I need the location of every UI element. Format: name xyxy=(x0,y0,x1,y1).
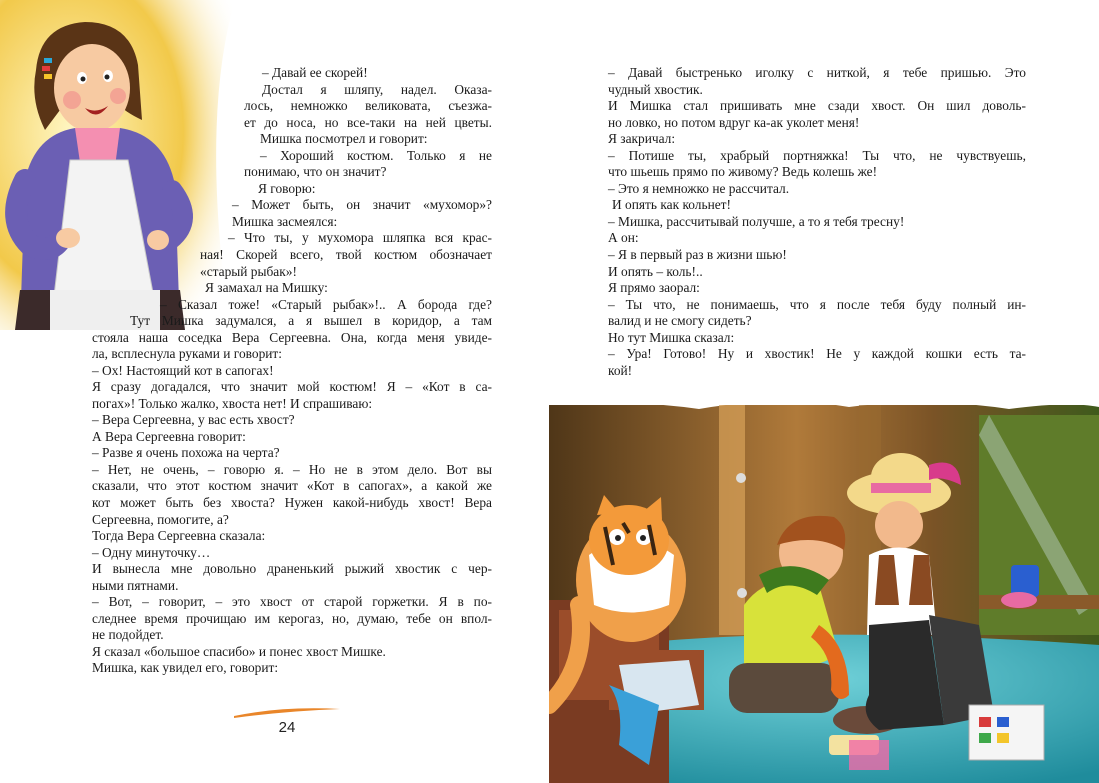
text-line: Достал я шляпу, надел. Оказа- xyxy=(262,81,492,97)
text-line: – Что ты, у мухомора шляпка вся крас- xyxy=(228,230,492,246)
text-line: Но тут Мишка сказал: xyxy=(608,329,735,345)
text-line: И Мишка стал пришивать мне сзади хвост. Он шил доволь- xyxy=(608,98,1026,114)
text-line: И вынесла мне довольно драненький рыжий хвостик с чер- xyxy=(92,561,492,577)
text-line: Мишка засмеялся: xyxy=(232,213,338,229)
text-line: Я говорю: xyxy=(258,180,316,196)
text-line: лось, немножко великовата, съезжа- xyxy=(244,98,492,114)
text-line: Я замахал на Мишку: xyxy=(205,280,328,296)
text-line: – Одну минуточку… xyxy=(92,544,211,560)
text-line: – Ох! Настоящий кот в сапогах! xyxy=(92,362,274,378)
text-line: И опять – коль!.. xyxy=(608,263,703,279)
text-line: ет до носа, но все-таки на ней цветы. xyxy=(244,114,492,130)
text-line: не подойдет. xyxy=(92,627,164,643)
right-text xyxy=(608,65,1026,379)
text-line: кот может быть без хвоста? Нужен какой-нибудь хвост! Вера xyxy=(92,495,492,511)
text-line: валид и не смогу сидеть? xyxy=(608,313,752,329)
text-line: Мишка посмотрел и говорит: xyxy=(260,131,428,147)
text-line: – Может быть, он значит «мухомор»? xyxy=(232,197,492,213)
text-line: Мишка, как увидел его, говорит: xyxy=(92,660,279,676)
text-line: Тогда Вера Сергеевна сказала: xyxy=(92,528,266,544)
text-line: Я прямо заорал: xyxy=(608,280,700,296)
text-line: Я сразу догадался, что значит мой костюм! Я – «Кот в са- xyxy=(92,379,492,395)
text-line: стояла наша соседка Вера Сергеевна. Она, когда меня увиде- xyxy=(92,329,492,345)
text-line: что шьешь прямо по живому? Ведь колешь же! xyxy=(608,164,878,180)
text-line: ными пятнами. xyxy=(92,577,179,593)
text-line: – Потише ты, храбрый портняжка! Ты что, не чувствуешь, xyxy=(608,147,1026,163)
left-text-lower xyxy=(92,313,492,677)
text-line: – Сказал тоже! «Старый рыбак»!.. А борода где? xyxy=(160,296,492,312)
text-line: – Ты что, не понимаешь, что я после тебя буду полный ин- xyxy=(608,296,1026,312)
text-line: понимаю, что он значит? xyxy=(244,164,387,180)
text-line: – Я в первый раз в жизни шью! xyxy=(608,247,787,263)
text-line: следнее время прочищаю им керогаз, но, думаю, тебе он впол- xyxy=(92,610,492,626)
text-line: ная! Скорей всего, твой костюм обозначает xyxy=(200,247,492,263)
text-line: Я закричал: xyxy=(608,131,676,147)
text-line: но ловко, но потом вдруг ка-ак уколет меня! xyxy=(608,114,860,130)
text-line: Я сказал «большое спасибо» и понес хвост Мишке. xyxy=(92,643,386,659)
text-line: – Нет, не очень, – говорю я. – Но не в этом дело. Вот вы xyxy=(92,461,492,477)
sewing-scene-illustration xyxy=(549,405,1099,783)
left-text-upper xyxy=(160,65,492,313)
text-line: Тут Мишка задумался, а я вышел в коридор, а там xyxy=(130,313,492,328)
text-line: ла, всплеснула руками и говорит: xyxy=(92,346,282,362)
text-line: погах»! Только жалко, хвоста нет! И спрашиваю: xyxy=(92,395,373,411)
text-line: – Это я немножко не рассчитал. xyxy=(608,180,790,196)
text-line: – Хороший костюм. Только я не xyxy=(260,147,492,163)
text-line: кой! xyxy=(608,362,633,378)
text-line: «старый рыбак»! xyxy=(200,263,297,279)
text-line: чудный хвостик. xyxy=(608,81,703,97)
text-line: Сергеевна, помогите, а? xyxy=(92,511,229,527)
text-line: А Вера Сергеевна говорит: xyxy=(92,428,246,444)
text-line: – Вера Сергеевна, у вас есть хвост? xyxy=(92,412,295,428)
text-line: – Давай быстренько иголку с ниткой, я тебе пришью. Это xyxy=(608,65,1026,80)
page-number: 24 xyxy=(278,719,296,736)
text-line: – Вот, – говорит, – это хвост от старой горжетки. Я в по- xyxy=(92,594,492,610)
text-line: – Ура! Готово! Ну и хвостик! Не у каждой кошки есть та- xyxy=(608,346,1026,362)
text-line: – Разве я очень похожа на черта? xyxy=(92,445,280,461)
page-number-swoosh xyxy=(232,705,342,719)
text-line: – Давай ее скорей! xyxy=(262,65,368,80)
text-line: И опять как кольнет! xyxy=(612,197,731,213)
text-line: сказали, что этот костюм значит «Кот в сапогах», а какой же xyxy=(92,478,492,494)
text-line: А он: xyxy=(608,230,639,246)
text-line: – Мишка, рассчитывай получше, а то я тебя тресну! xyxy=(608,213,905,229)
